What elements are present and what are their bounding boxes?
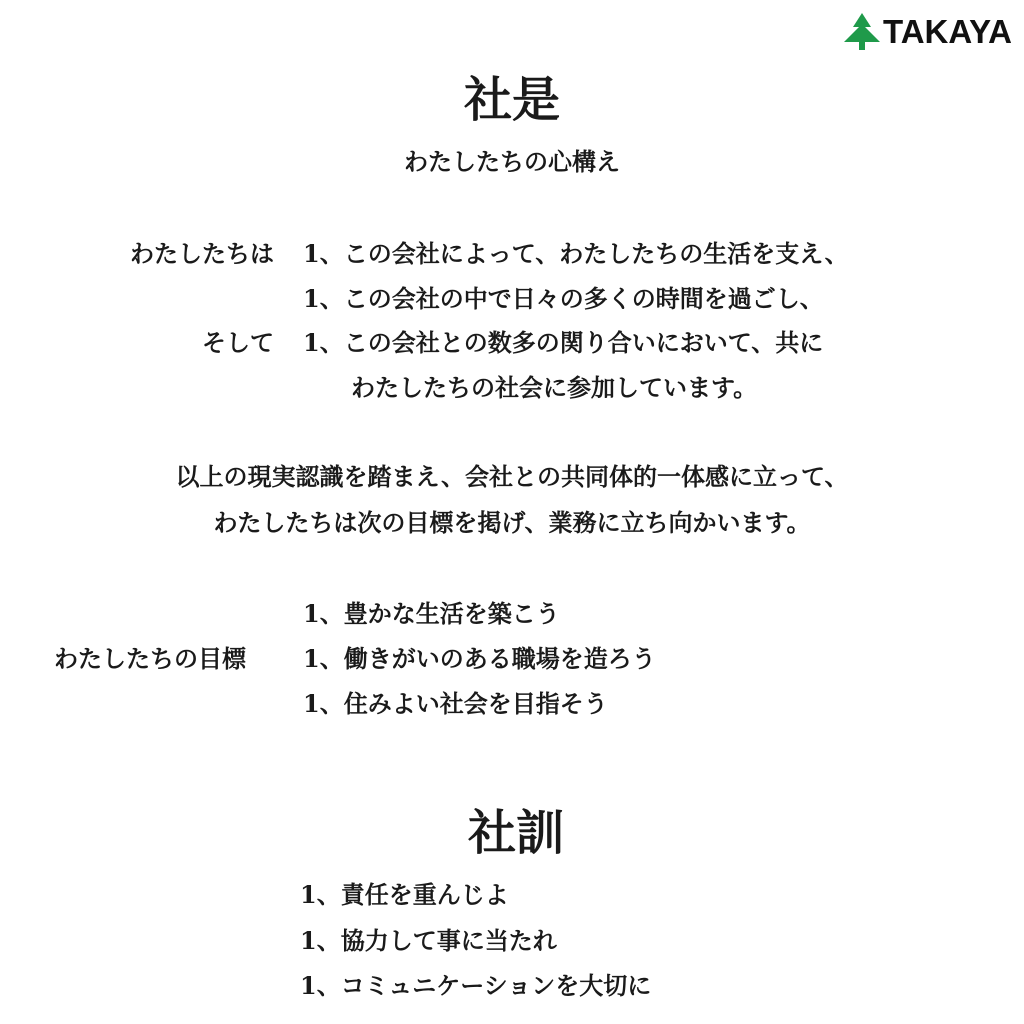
creed-item-2: 1、この会社の中で日々の多くの時間を過ごし、 xyxy=(303,284,824,313)
creed-subtitle: わたしたちの心構え xyxy=(404,147,620,176)
goal-item-2: 1、働きがいのある職場を造ろう xyxy=(303,644,656,673)
goal-item-1: 1、豊かな生活を築こう xyxy=(303,599,560,628)
label-we: わたしたちは xyxy=(130,239,274,268)
motto-item-3: 1、コミュニケーションを大切に xyxy=(300,971,652,1000)
statement-line-2: わたしたちは次の目標を掲げ、業務に立ち向かいます。 xyxy=(213,508,811,537)
creed-item-3: 1、この会社との数多の関り合いにおいて、共に xyxy=(303,328,824,357)
creed-title: 社是 xyxy=(463,72,560,128)
label-and: そして xyxy=(202,328,274,357)
brand-name: TAKAYA xyxy=(883,13,1012,50)
statement-line-1: 以上の現実認識を踏まえ、会社との共同体的一体感に立って、 xyxy=(175,462,849,491)
motto-item-1: 1、責任を重んじよ xyxy=(300,880,509,909)
goal-item-3: 1、住みよい社会を目指そう xyxy=(303,689,608,718)
tree-logo-icon xyxy=(842,12,882,52)
goals-label: わたしたちの目標 xyxy=(54,644,246,673)
creed-continuation: わたしたちの社会に参加しています。 xyxy=(351,373,758,402)
motto-title: 社訓 xyxy=(467,805,564,861)
motto-item-2: 1、協力して事に当たれ xyxy=(300,926,557,955)
creed-item-1: 1、この会社によって、わたしたちの生活を支え、 xyxy=(303,239,849,268)
takaya-logo xyxy=(842,12,1012,52)
